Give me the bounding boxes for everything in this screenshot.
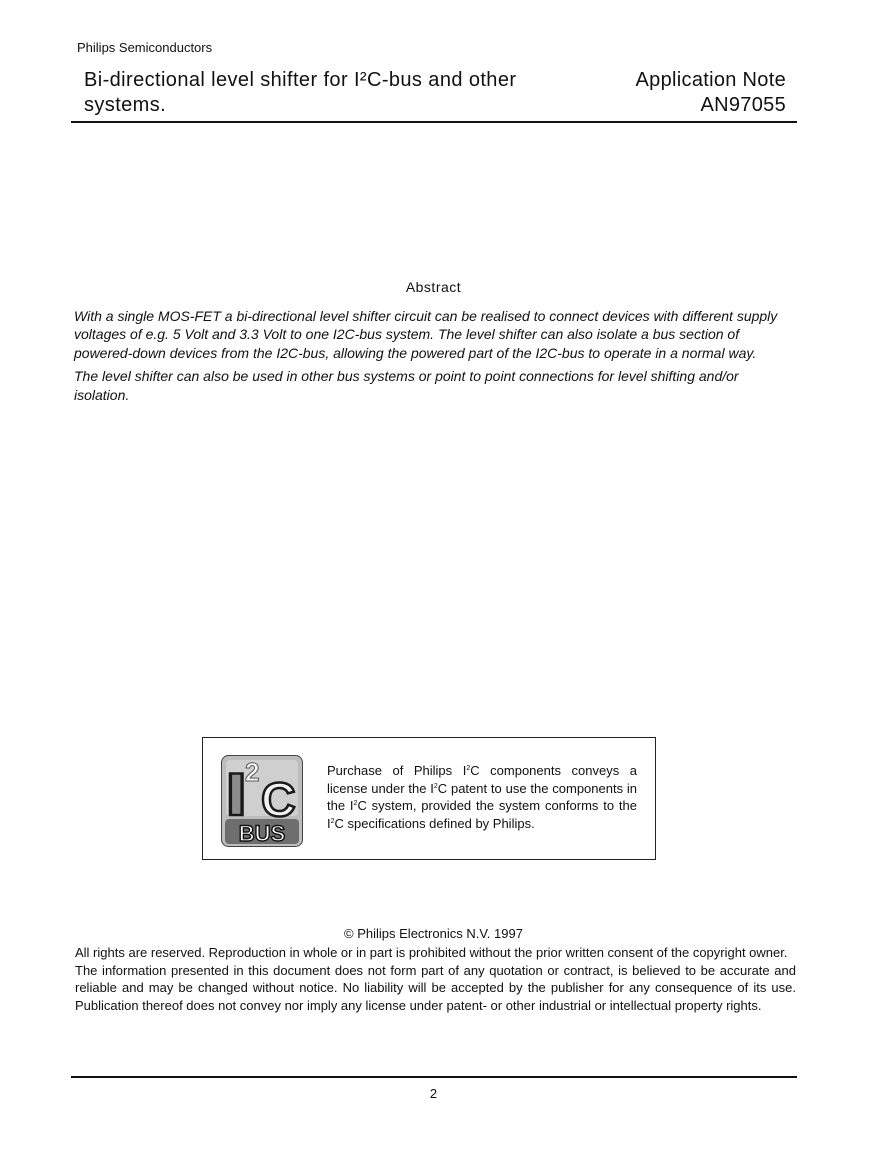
document-title: Bi-directional level shifter for I²C-bus and other systems.: [84, 69, 517, 116]
license-text-part: C patent to use the components in the I: [327, 780, 638, 814]
license-text-part: C components conveys a license under the I: [327, 763, 637, 796]
abstract-heading: Abstract: [405, 279, 462, 295]
disclaimer-text: The information presented in this document does not form part of any quotation or contract, is believed to be accurate and reliable and may be changed without notice. No liability will be accepted by the publisher for any consequence of its use. Publication thereof does not convey nor imply any license under patent- or other industrial or intellectual property rights.: [75, 962, 796, 1013]
company-name: Philips Semiconductors: [77, 40, 213, 55]
license-superscript: 2: [330, 817, 335, 825]
document-number: AN97055: [700, 94, 786, 116]
license-text-part: Purchase of Philips I: [327, 763, 467, 778]
license-superscript: 2: [466, 765, 471, 772]
rights-reserved-text: All rights are reserved. Reproduction in whole or in part is prohibited without the prior written consent of the copyright owner.: [75, 945, 788, 960]
license-notice-box: [202, 737, 656, 860]
copyright-notice: © Philips Electronics N.V. 1997: [344, 926, 523, 941]
license-notice-text: [327, 762, 637, 832]
header-rule: [71, 121, 797, 123]
legal-notice: [75, 944, 796, 1014]
license-text-part: C system, provided the system conforms to the I: [327, 798, 638, 831]
abstract-paragraph: With a single MOS-FET a bi-directional level shifter circuit can be realised to connect devices with different supply voltages of e.g. 5 Volt and 3.3 Volt to one I2C-bus system. The level shifter can also isolate a bus section of powered-down devices from the I2C-bus, allowing the powered part of the I2C-bus to operate in a normal way.: [74, 308, 778, 361]
logo-letter-c: C: [261, 774, 296, 827]
document-id-block: [526, 68, 786, 118]
footer-rule: [71, 1076, 797, 1078]
license-text-part: C specifications defined by Philips.: [334, 815, 535, 831]
abstract-body: [74, 307, 794, 409]
document-type: Application Note: [635, 69, 786, 91]
license-superscript: 2: [433, 782, 438, 790]
page-number: 2: [429, 1086, 438, 1101]
logo-word-bus: BUS: [238, 821, 286, 846]
license-superscript: 2: [353, 800, 358, 808]
logo-letter-i: I: [225, 761, 248, 829]
abstract-paragraph: The level shifter can also be used in other bus systems or point to point connections for level shifting and/or isolation.: [74, 368, 739, 403]
logo-digit-2: 2: [245, 757, 260, 787]
i2c-bus-logo-icon: [221, 755, 303, 847]
